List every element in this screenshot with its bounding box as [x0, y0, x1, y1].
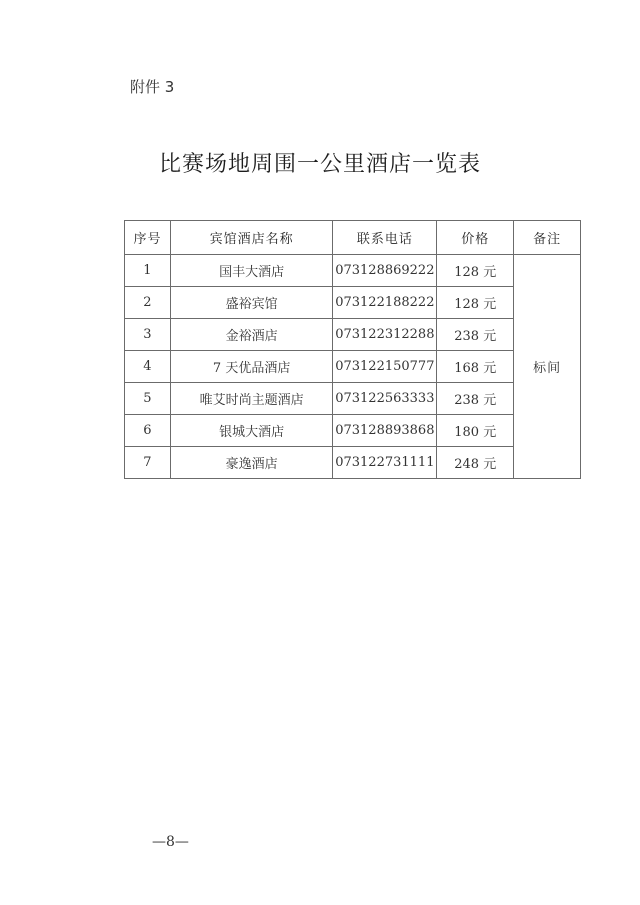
table-header-row — [125, 221, 581, 255]
cell-serial: 2 — [125, 287, 171, 319]
cell-price: 168 元 — [437, 351, 514, 383]
cell-serial: 4 — [125, 351, 171, 383]
cell-serial: 6 — [125, 415, 171, 447]
table-row — [125, 415, 581, 447]
document-title: 比赛场地周围一公里酒店一览表 — [158, 152, 481, 177]
header-price: 价格 — [437, 221, 514, 255]
cell-price: 128 元 — [437, 255, 514, 287]
table-row — [125, 255, 581, 287]
cell-serial: 5 — [125, 383, 171, 415]
cell-phone: 073122563333 — [333, 383, 437, 415]
table-row — [125, 287, 581, 319]
table-row — [125, 383, 581, 415]
cell-phone: 073122731111 — [333, 447, 437, 479]
cell-price: 238 元 — [437, 383, 514, 415]
cell-serial: 3 — [125, 319, 171, 351]
cell-price: 248 元 — [437, 447, 514, 479]
header-remarks: 备注 — [514, 221, 581, 255]
cell-hotel-name: 银城大酒店 — [170, 415, 332, 447]
cell-price: 128 元 — [437, 287, 514, 319]
cell-hotel-name: 唯艾时尚主题酒店 — [170, 383, 332, 415]
cell-phone: 073122188222 — [333, 287, 437, 319]
cell-phone: 073128869222 — [333, 255, 437, 287]
cell-price: 180 元 — [437, 415, 514, 447]
table-row — [125, 447, 581, 479]
table-row — [125, 351, 581, 383]
header-hotel-name: 宾馆酒店名称 — [170, 221, 332, 255]
cell-serial: 7 — [125, 447, 171, 479]
hotel-table — [124, 220, 581, 479]
cell-hotel-name: 7 天优品酒店 — [170, 351, 332, 383]
cell-phone: 073122150777 — [333, 351, 437, 383]
cell-hotel-name: 盛裕宾馆 — [170, 287, 332, 319]
cell-price: 238 元 — [437, 319, 514, 351]
cell-serial: 1 — [125, 255, 171, 287]
page-number: —8— — [152, 834, 189, 850]
cell-remarks: 标间 — [514, 255, 581, 479]
cell-phone: 073128893868 — [333, 415, 437, 447]
cell-hotel-name: 豪逸酒店 — [170, 447, 332, 479]
cell-phone: 073122312288 — [333, 319, 437, 351]
table-row — [125, 319, 581, 351]
cell-hotel-name: 国丰大酒店 — [170, 255, 332, 287]
header-serial: 序号 — [125, 221, 171, 255]
header-phone: 联系电话 — [333, 221, 437, 255]
cell-hotel-name: 金裕酒店 — [170, 319, 332, 351]
attachment-label: 附件 3 — [130, 78, 175, 96]
